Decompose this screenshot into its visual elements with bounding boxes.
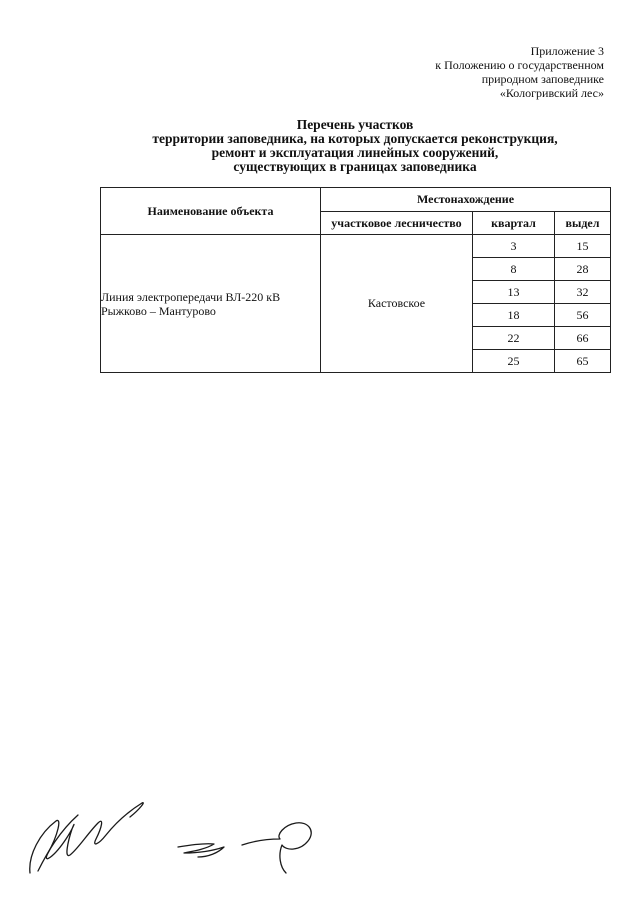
signature-1 [30,803,143,873]
quarter-cell: 3 [473,235,555,258]
plot-cell: 65 [555,350,611,373]
quarter-cell: 8 [473,258,555,281]
header-location: Местонахождение [321,188,611,212]
signature-2-tail [242,823,311,873]
plot-cell: 28 [555,258,611,281]
plot-cell: 56 [555,304,611,327]
plot-cell: 66 [555,327,611,350]
header-plot: выдел [555,212,611,235]
annex-line: природном заповеднике [481,72,604,86]
object-name-line: Линия электропередачи ВЛ-220 кВ [101,289,281,304]
sites-table [100,187,611,373]
plot-cell: 32 [555,281,611,304]
title-line: существующих в границах заповедника [233,159,477,174]
header-forestry: участковое лесничество [321,212,473,235]
annex-line: «Кологривский лес» [499,86,604,100]
table-header-row [101,188,611,212]
object-name-cell [101,235,321,373]
forestry-cell: Кастовское [321,235,473,373]
signature-2 [178,844,224,857]
table-row [101,235,611,258]
title-line: Перечень участков [296,117,414,132]
title-line: ремонт и эксплуатация линейных сооружений, [211,145,499,160]
header-quarter: квартал [473,212,555,235]
quarter-cell: 25 [473,350,555,373]
document-title [100,118,610,174]
annex-line: к Положению о государственном [435,58,604,72]
signature-1-stroke [38,815,78,871]
quarter-cell: 13 [473,281,555,304]
quarter-cell: 18 [473,304,555,327]
annex-line: Приложение 3 [530,44,604,58]
plot-cell: 15 [555,235,611,258]
handwritten-signatures [18,795,338,880]
quarter-cell: 22 [473,327,555,350]
header-object-name: Наименование объекта [101,188,321,235]
annex-block [435,44,604,100]
title-line: территории заповедника, на которых допускается реконструкция, [152,131,558,146]
object-name-line: Рыжково – Мантурово [101,303,216,318]
